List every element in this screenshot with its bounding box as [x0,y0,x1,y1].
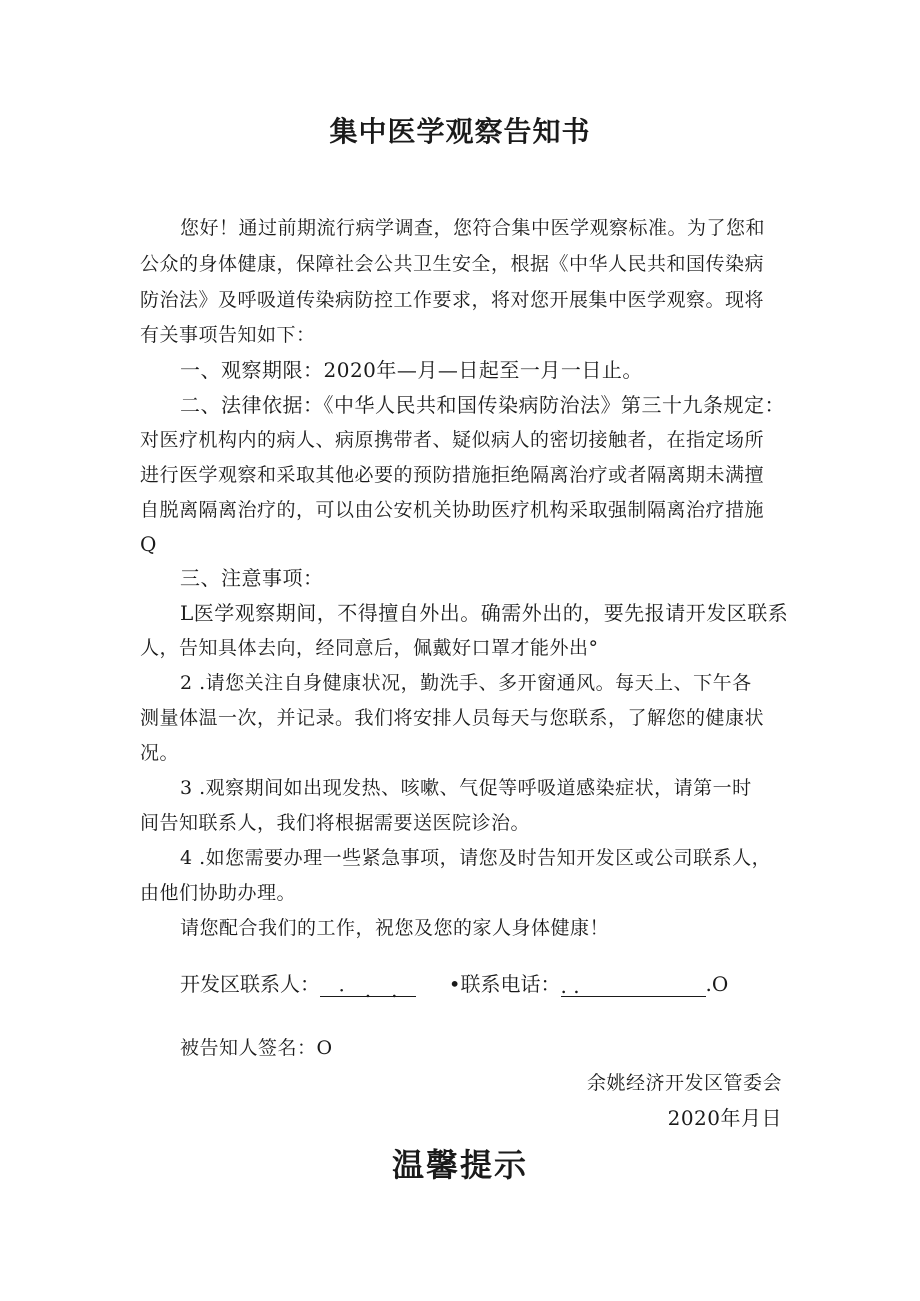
intro-line-2: 公众的身体健康，保障社会公共卫生安全，根据《中华人民共和国传染病 [140,253,765,275]
legal-basis-line-4: 自脱离隔离治疗的，可以由公安机关协助医疗机构采取强制隔离治疗措施 [140,499,765,521]
contact-phone-end: .O [705,972,729,996]
footer-title: 温馨提示 [391,1146,528,1184]
contact-person-label: 开发区联系人： [180,972,320,996]
observation-period: 一、观察期限：2020年—月—日起至一月一日止。 [180,358,643,382]
closing-line: 请您配合我们的工作，祝您及您的家人身体健康！ [180,917,610,939]
contact-row [180,968,729,1002]
contact-phone-field: . . [561,974,706,997]
signature-line: 被告知人签名：O [180,1037,333,1059]
issuer-name: 余姚经济开发区管委会 [586,1072,782,1094]
contact-person-field: · . . [320,974,416,997]
note-2-line-1: 2 .请您关注自身健康状况，勤洗手、多开窗通风。每天上、下午各 [180,672,752,694]
note-2-line-3: 况。 [140,742,180,764]
note-3-line-2: 间告知联系人，我们将根据需要送医院诊治。 [140,812,531,834]
note-4-line-1: 4 .如您需要办理一些紧急事项，请您及时告知开发区或公司联系人， [180,847,772,869]
note-1-line-2: 人，告知具体去向，经同意后，佩戴好口罩才能外出° [140,637,599,659]
contact-phone-label: •联系电话： [448,972,561,996]
note-3-line-1: 3 .观察期间如出现发热、咳嗽、气促等呼吸道感染症状，请第一时 [180,777,752,799]
notes-heading: 三、注意事项： [180,566,324,590]
intro-line-1: 您好！通过前期流行病学调查，您符合集中医学观察标准。为了您和 [180,217,766,239]
legal-basis-line-1: 二、法律依据：《中华人民共和国传染病防治法》第三十九条规定： [180,393,785,417]
intro-line-4: 有关事项告知如下： [140,324,316,346]
legal-basis-line-3: 进行医学观察和采取其他必要的预防措施拒绝隔离治疗或者隔离期未满擅 [140,464,765,486]
document-title: 集中医学观察告知书 [329,115,591,148]
legal-basis-line-2: 对医疗机构内的病人、病原携带者、疑似病人的密切接触者，在指定场所 [140,429,765,451]
note-4-line-2: 由他们协助办理。 [140,882,297,904]
intro-line-3: 防治法》及呼吸道传染病防控工作要求，将对您开展集中医学观察。现将 [140,289,765,311]
issue-date: 2020年月日 [667,1106,782,1130]
note-2-line-2: 测量体温一次，并记录。我们将安排人员每天与您联系，了解您的健康状 [140,707,765,729]
note-1-line-1: L医学观察期间，不得擅自外出。确需外出的，要先报请开发区联系 [180,601,789,625]
legal-basis-line-5: Q [140,532,157,556]
